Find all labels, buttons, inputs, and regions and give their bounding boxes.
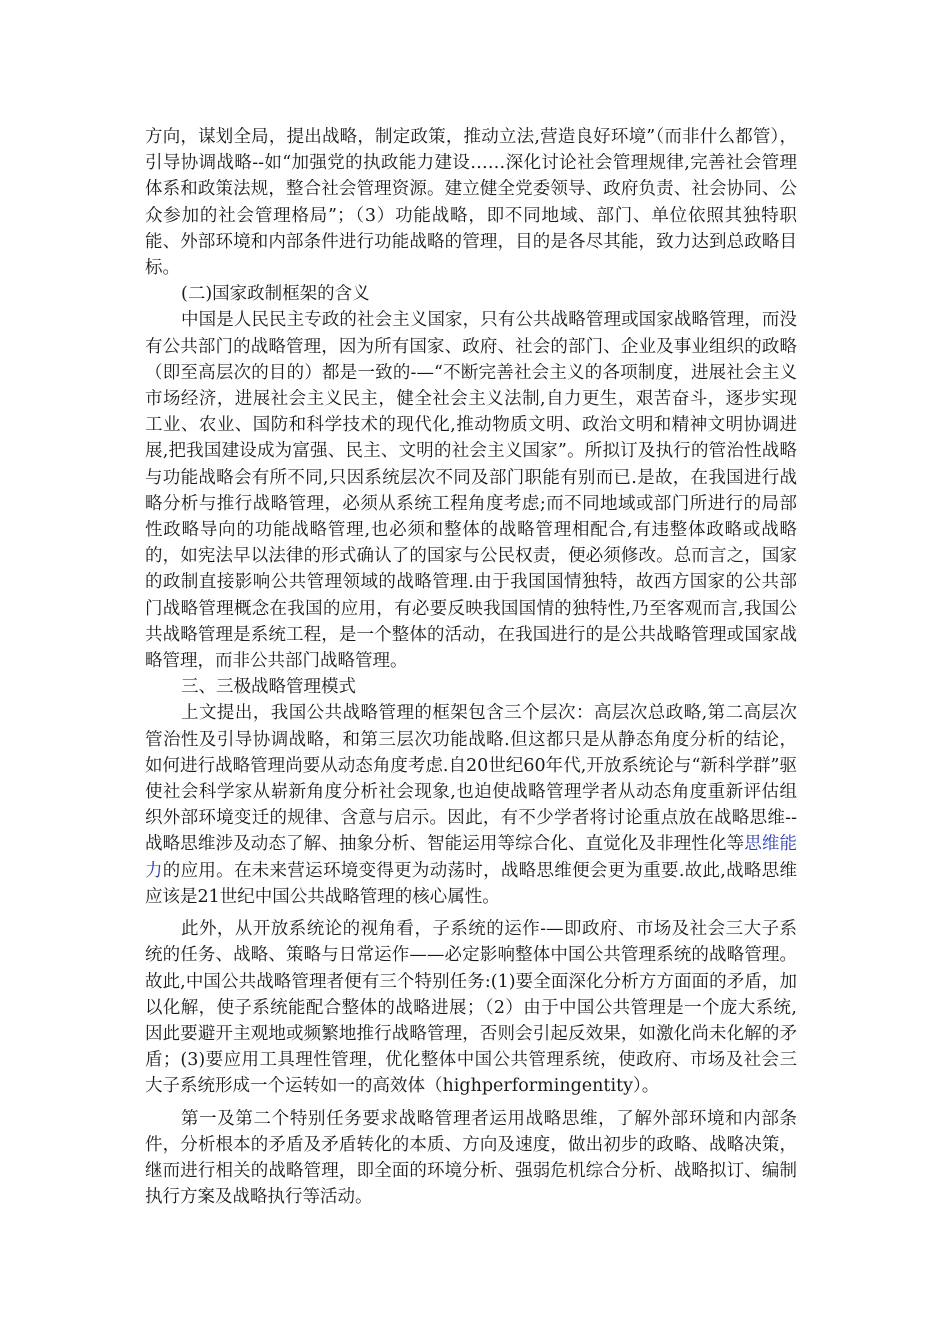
thinking-ability-link[interactable]: 思维能力 bbox=[145, 834, 797, 881]
section-heading-political-framework: (二)国家政制框架的含义 bbox=[181, 284, 370, 305]
paragraph-open-systems: 此外，从开放系统论的视角看，子系统的运作-—即政府、市场及社会三大子系统的任务、战略、策略与日常运作——必定影响整体中国公共管理系统的战略管理。故此,中国公共战略管理者便有三个特别任务:(1)要全面深化分析方方面面的矛盾，加以化解，使子系统能配合整体的战略进展；（2）由于中国公共管理是一个庞大系统,因此要避开主观地或频繁地推行战略管理，否则会引起反效果，如激化尚未化解的矛盾；(3)要应用工具理性管理，优化整体中国公共管理系统，使政府、市场及社会三大子系统形成一个运转如一的高效体（highperformingentity）。 bbox=[145, 919, 797, 1097]
paragraph-strategic-thinking bbox=[145, 700, 797, 910]
paragraph-text-start: 上文提出，我国公共战略管理的框架包含三个层次：高层次总政略,第二高层次管治性及引导协调战略，和第三层次功能战略.但这都只是从静态角度分析的结论，如何进行战略管理尚要从动态角度考虑.自20世纪60年代,开放系统论与“新科学群”驱使社会科学家从崭新角度分析社会现象,也迫使战略管理学者从动态角度重新评估组织外部环境变迁的规律、含意与启示。因此，有不少学者将讨论重点放在战略思维--战略思维涉及动态了解、抽象分析、智能运用等综合化、直觉化及非理性化等 bbox=[145, 703, 797, 855]
paragraph-political-framework: 中国是人民民主专政的社会主义国家，只有公共战略管理或国家战略管理，而没有公共部门的战略管理，因为所有国家、政府、社会的部门、企业及事业组织的政略（即至高层次的目的）都是一致的-—“不断完善社会主义的各项制度，进展社会主义市场经济，进展社会主义民主，健全社会主义法制,自力更生，艰苦奋斗，逐步实现工业、农业、国防和科学技术的现代化,推动物质文明、政治文明和精神文明协调进展,把我国建设成为富强、民主、文明的社会主义国家”。所拟订及执行的管治性战略与功能战略会有所不同,只因系统层次不同及部门职能有别而已.是故，在我国进行战略分析与推行战略管理，必须从系统工程角度考虑;而不同地域或部门所进行的局部性政略导向的功能战略管理,也必须和整体的战略管理相配合,有违整体政略或战略的，如宪法早以法律的形式确认了的国家与公民权责，便必须修改。总而言之，国家的政制直接影响公共管理领域的战略管理.由于我国国情独特，故西方国家的公共部门战略管理概念在我国的应用，有必要反映我国国情的独特性,乃至客观而言,我国公共战略管理是系统工程，是一个整体的活动，在我国进行的是公共战略管理或国家战略管理，而非公共部门战略管理。 bbox=[145, 310, 797, 672]
paragraph-special-tasks: 第一及第二个特别任务要求战略管理者运用战略思维，了解外部环境和内部条件，分析根本的矛盾及矛盾转化的本质、方向及速度，做出初步的政略、战略决策，继而进行相关的战略管理，即全面的环境分析、强弱危机综合分析、战略拟订、编制执行方案及战略执行等活动。 bbox=[145, 1108, 797, 1208]
paragraph-functional-strategy: 方向，谋划全局，提出战略，制定政策，推动立法,营造良好环境”（而非什么都管），引导协调战略--如“加强党的执政能力建设……深化讨论社会管理规律,完善社会管理体系和政策法规，整合社会管理资源。建立健全党委领导、政府负责、社会协同、公众参加的社会管理格局”；（3）功能战略，即不同地域、部门、单位依照其独特职能、外部环境和内部条件进行功能战略的管理，目的是各尽其能，致力达到总政略目标。 bbox=[145, 127, 797, 279]
section-heading-three-pole-model: 三、三极战略管理模式 bbox=[181, 677, 356, 698]
document-body bbox=[145, 124, 797, 1210]
paragraph-text-end: 的应用。在未来营运环境变得更为动荡时，战略思维便会更为重要.故此,战略思维应该是21世纪中国公共战略管理的核心属性。 bbox=[145, 860, 798, 907]
